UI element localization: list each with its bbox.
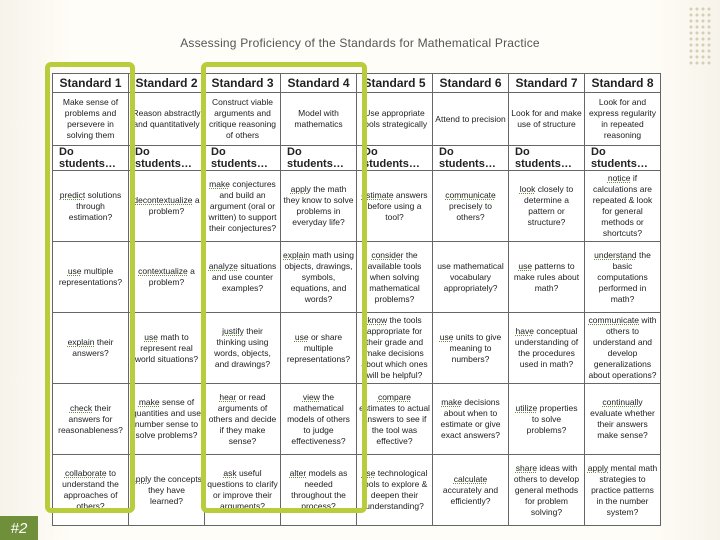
header-row [53,74,661,93]
question-cell [281,242,357,313]
standard-header-2: Standard 2 [129,74,205,93]
do-students-label: Do students… [585,146,661,171]
question-cell [433,455,509,526]
question-text: conjectures and build an argument (oral or written) to support their conjectures? [208,178,277,233]
do-students-label: Do students… [509,146,585,171]
description-row [53,93,661,146]
action-verb: collaborate [64,468,107,478]
action-verb: alter [289,468,307,478]
standard-header-7: Standard 7 [509,74,585,93]
action-verb: communicate [588,315,640,325]
question-text: math to represent real world situations? [134,331,199,364]
question-text: the mathematical models of others to judge effectiveness? [287,391,350,446]
question-text: useful questions to clarify or improve their arguments? [207,468,278,511]
action-verb: predict [59,189,86,200]
question-cell [357,242,433,313]
question-text: the basic computations performed in math? [597,249,651,304]
question-row [53,384,661,455]
action-verb: make [138,397,160,407]
question-cell [585,171,661,242]
question-text: the concepts they have learned? [148,473,202,506]
question-cell [205,384,281,455]
question-cell [509,313,585,384]
question-text: accurately and efficiently? [442,484,499,506]
do-students-label: Do students… [357,146,433,171]
question-cell [205,242,281,313]
question-text: their answers? [72,337,114,358]
question-cell [129,313,205,384]
action-verb: check [69,402,93,413]
action-verb: estimate [361,189,394,200]
action-verb: explain [283,249,310,260]
action-verb: justify [222,326,244,336]
page-title: Assessing Proficiency of the Standards for Mathematical Practice [180,36,540,50]
question-text: decisions about when to estimate or give exact answers? [440,397,501,440]
action-verb: know [367,315,388,325]
standards-table [52,73,661,526]
question-row [53,455,661,526]
action-verb: apply [131,473,152,484]
question-cell [53,384,129,455]
question-text: to understand the approaches of others? [62,468,119,511]
question-cell [357,384,433,455]
standard-description-1: Make sense of problems and persevere in solving them [53,93,129,146]
standard-description-4: Model with mathematics [281,93,357,146]
action-verb: make [209,178,230,189]
action-verb: use [439,331,454,342]
question-cell [357,171,433,242]
action-verb: use [67,266,82,276]
question-cell [433,313,509,384]
question-cell [585,313,661,384]
action-verb: compare [377,391,412,402]
action-verb: hear [219,391,237,402]
action-verb: use [361,468,376,478]
question-cell [281,313,357,384]
question-text: their answers for reasonableness? [58,402,123,435]
question-text: ideas with others to develop general methods for problem solving? [513,462,580,517]
question-cell [129,384,205,455]
question-text: if calculations are repeated & look for general methods or shortcuts? [592,173,653,238]
standard-header-3: Standard 3 [205,74,281,93]
question-cell [509,242,585,313]
question-text: evaluate whether their answers make sense? [590,408,655,440]
standard-header-8: Standard 8 [585,74,661,93]
standard-description-6: Attend to precision [433,93,509,146]
action-verb: use [294,331,309,342]
do-students-label: Do students… [53,146,129,171]
question-cell [509,455,585,526]
question-text: mental math strategies to practice patterns in the number system? [591,462,658,517]
question-cell [53,313,129,384]
question-cell [433,242,509,313]
question-text: conceptual understanding of the procedures used in math? [514,326,579,369]
standard-header-5: Standard 5 [357,74,433,93]
question-text: units to give meaning to numbers? [449,331,502,364]
question-cell [281,384,357,455]
question-cell [129,242,205,313]
question-text: use mathematical vocabulary appropriately? [437,260,504,293]
question-cell [205,171,281,242]
question-cell [357,313,433,384]
standard-header-6: Standard 6 [433,74,509,93]
action-verb: continually [602,397,643,407]
action-verb: utilize [515,402,538,413]
do-students-label: Do students… [281,146,357,171]
do-students-label: Do students… [433,146,509,171]
action-verb: notice [607,173,631,183]
question-cell [205,455,281,526]
action-verb: explain [67,337,95,347]
action-verb: use [518,260,533,271]
question-text: their thinking using words, objects, and drawings? [214,326,271,369]
action-verb: decontextualize [133,195,193,205]
question-text: solutions through estimation? [68,189,122,222]
question-text: the available tools when solving mathematical problems? [367,249,422,304]
action-verb: make [441,397,462,407]
question-cell [509,384,585,455]
do-students-row [53,146,661,171]
action-verb: look [519,184,536,194]
question-text: a problem? [148,195,200,216]
question-text: a problem? [148,266,195,287]
question-text: closely to determine a pattern or structure? [524,184,574,227]
action-verb: have [515,326,534,336]
action-verb: apply [290,184,311,194]
question-cell [433,384,509,455]
standard-description-8: Look for and express regularity in repeated reasoning [585,93,661,146]
do-students-label: Do students… [129,146,205,171]
question-text: situations and use counter examples? [212,260,277,293]
action-verb: communicate [445,189,496,200]
standard-header-1: Standard 1 [53,74,129,93]
question-row [53,313,661,384]
question-row [53,242,661,313]
question-text: estimates to actual answers to see if the tool was effective? [359,402,430,446]
question-text: models as needed throughout the process? [291,468,348,511]
question-cell [281,455,357,526]
question-text: precisely to others? [449,200,492,222]
question-cell [357,455,433,526]
question-cell [585,384,661,455]
question-text: math using objects, drawings, symbols, equations, and words? [284,249,354,304]
slide-number-badge: #2 [0,516,38,540]
action-verb: consider [371,249,404,260]
question-cell [53,171,129,242]
standard-description-2: Reason abstractly and quantitatively [129,93,205,146]
question-text: patterns to make rules about math? [513,260,580,293]
question-cell [509,171,585,242]
question-cell [281,171,357,242]
question-text: multiple representations? [58,266,123,287]
question-cell [129,171,205,242]
action-verb: understand [594,249,637,260]
action-verb: apply [587,462,609,473]
action-verb: contextualize [138,266,188,276]
action-verb: calculate [453,473,488,484]
action-verb: analyze [208,260,239,271]
question-text: with others to understand and develop generalizations about operations? [588,315,657,380]
standard-description-3: Construct viable arguments and critique reasoning of others [205,93,281,146]
do-students-label: Do students… [205,146,281,171]
action-verb: use [144,331,158,342]
question-text: the tools appropriate for their grade and make decisions about which ones will be helpful? [361,315,428,380]
question-text: sense of quantities and use number sense to solve problems? [132,397,201,440]
action-verb: view [302,391,320,402]
question-text: or read arguments of others and decide if they make sense? [208,391,277,446]
question-cell [53,242,129,313]
question-row [53,171,661,242]
question-cell [433,171,509,242]
question-cell [129,455,205,526]
question-text: or share multiple representations? [286,331,351,364]
question-cell [585,242,661,313]
question-text: the math they know to solve problems in everyday life? [283,184,354,227]
standard-description-5: Use appropriate tools strategically [357,93,433,146]
question-text: properties to solve problems? [526,402,578,435]
question-cell [53,455,129,526]
question-text: answers before using a tool? [367,189,428,222]
standard-header-4: Standard 4 [281,74,357,93]
action-verb: share [515,462,538,473]
question-text: technological tools to explore & deepen their understanding? [361,468,428,511]
question-cell [205,313,281,384]
question-cell [585,455,661,526]
standard-description-7: Look for and make use of structure [509,93,585,146]
action-verb: ask [223,468,237,478]
